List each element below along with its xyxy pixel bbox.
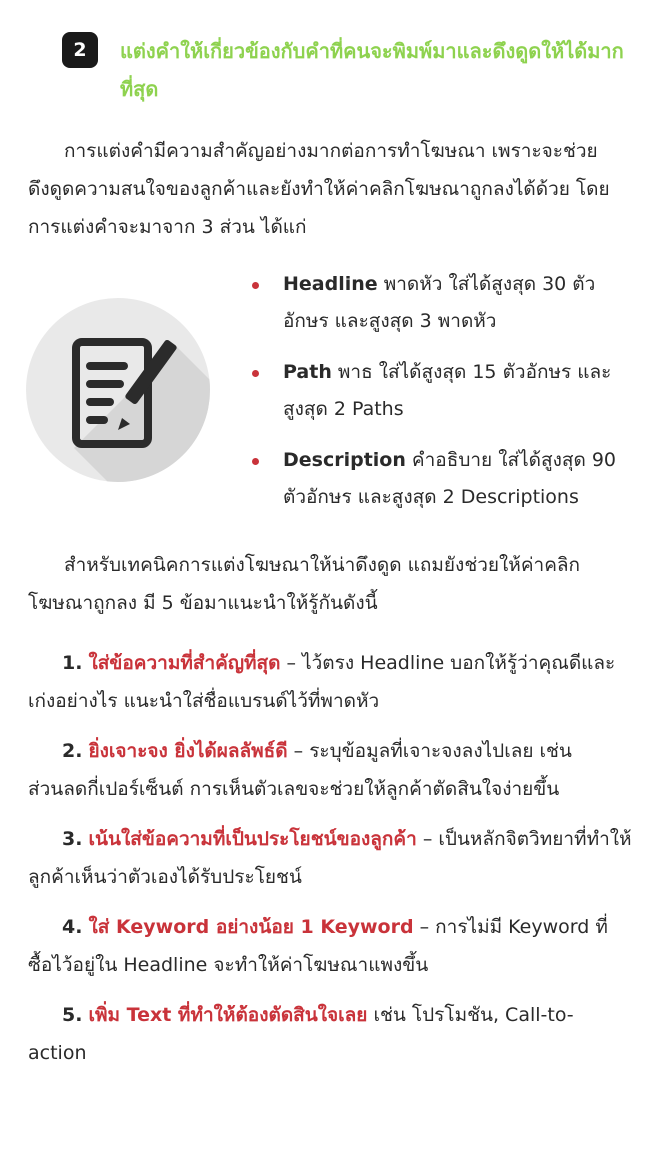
tip-number: 1. bbox=[62, 652, 83, 674]
tip-text: – ระบุข้อมูลที่เจาะจงลงไปเลย เช่น ส่วนลดกี่เปอร์เซ็นต์ การเห็นตัวเลขจะช่วยให้ลูกค้าตัดสินใจง่ายขึ้น bbox=[28, 740, 572, 800]
document-illustration bbox=[26, 298, 210, 482]
tip-text: – การไม่มี Keyword ที่ซื้อไว้อยู่ใน Headline จะทำให้ค่าโฆษณาแพงขึ้น bbox=[28, 916, 608, 976]
tips-intro-text: สำหรับเทคนิคการแต่งโฆษณาให้น่าดึงดูด แถมยังช่วยให้ค่าคลิกโฆษณาถูกลง มี 5 ข้อมาแนะนำให้รู้กันดังนี้ bbox=[28, 554, 581, 614]
tip-number: 2. bbox=[62, 740, 83, 762]
tip-number: 3. bbox=[62, 828, 83, 850]
ad-parts-list bbox=[246, 266, 636, 530]
intro-text: การแต่งคำมีความสำคัญอย่างมากต่อการทำโฆษณา เพราะจะช่วยดึงดูดความสนใจของลูกค้าและยังทำให้ค่าคลิกโฆษณาถูกลงได้ด้วย โดยการแต่งคำจะมาจาก 3 ส่วน ได้แก่ bbox=[28, 140, 610, 238]
list-item bbox=[28, 908, 632, 984]
list-item bbox=[28, 820, 632, 896]
tips-intro-paragraph bbox=[28, 546, 632, 622]
section-number-badge: 2 bbox=[62, 32, 98, 68]
tip-text: เช่น โปรโมชัน, Call-to-action bbox=[28, 1004, 574, 1064]
tip-number: 5. bbox=[62, 1004, 83, 1026]
tip-keyword: เพิ่ม Text ที่ทำให้ต้องตัดสินใจเลย bbox=[88, 1004, 368, 1026]
tips-list bbox=[28, 644, 632, 1084]
list-item bbox=[246, 266, 636, 340]
tip-keyword: ใส่ข้อความที่สำคัญที่สุด bbox=[88, 652, 281, 674]
list-item bbox=[246, 354, 636, 428]
tip-text: – ไว้ตรง Headline บอกให้รู้ว่าคุณดีและเก่งอย่างไร แนะนำใส่ชื่อแบรนด์ไว้ที่พาดหัว bbox=[28, 652, 616, 712]
bullet-text: พาธ ใส่ได้สูงสุด 15 ตัวอักษร และสูงสุด 2 Paths bbox=[283, 361, 612, 420]
list-item bbox=[28, 732, 632, 808]
bullet-text: คำอธิบาย ใส่ได้สูงสุด 90 ตัวอักษร และสูงสุด 2 Descriptions bbox=[283, 449, 617, 508]
tip-number: 4. bbox=[62, 916, 83, 938]
tip-text: – เป็นหลักจิตวิทยาที่ทำให้ลูกค้าเห็นว่าตัวเองได้รับประโยชน์ bbox=[28, 828, 632, 888]
list-item bbox=[246, 442, 636, 516]
tip-keyword: เน้นใส่ข้อความที่เป็นประโยชน์ของลูกค้า bbox=[88, 828, 417, 850]
list-item bbox=[28, 996, 632, 1072]
tip-keyword: ยิ่งเจาะจง ยิ่งได้ผลลัพธ์ดี bbox=[88, 740, 288, 762]
intro-paragraph bbox=[28, 132, 632, 246]
bullet-term: Path bbox=[283, 361, 332, 383]
document-pen-icon bbox=[26, 298, 210, 482]
section-title: แต่งคำให้เกี่ยวข้องกับคำที่คนจะพิมพ์มาและดึงดูดให้ได้มากที่สุด bbox=[120, 39, 624, 101]
bullet-term: Description bbox=[283, 449, 406, 471]
tip-keyword: ใส่ Keyword อย่างน้อย 1 Keyword bbox=[88, 916, 414, 938]
bullet-term: Headline bbox=[283, 273, 378, 295]
bullet-text: พาดหัว ใส่ได้สูงสุด 30 ตัวอักษร และสูงสุด 3 พาดหัว bbox=[283, 273, 596, 332]
list-item bbox=[28, 644, 632, 720]
